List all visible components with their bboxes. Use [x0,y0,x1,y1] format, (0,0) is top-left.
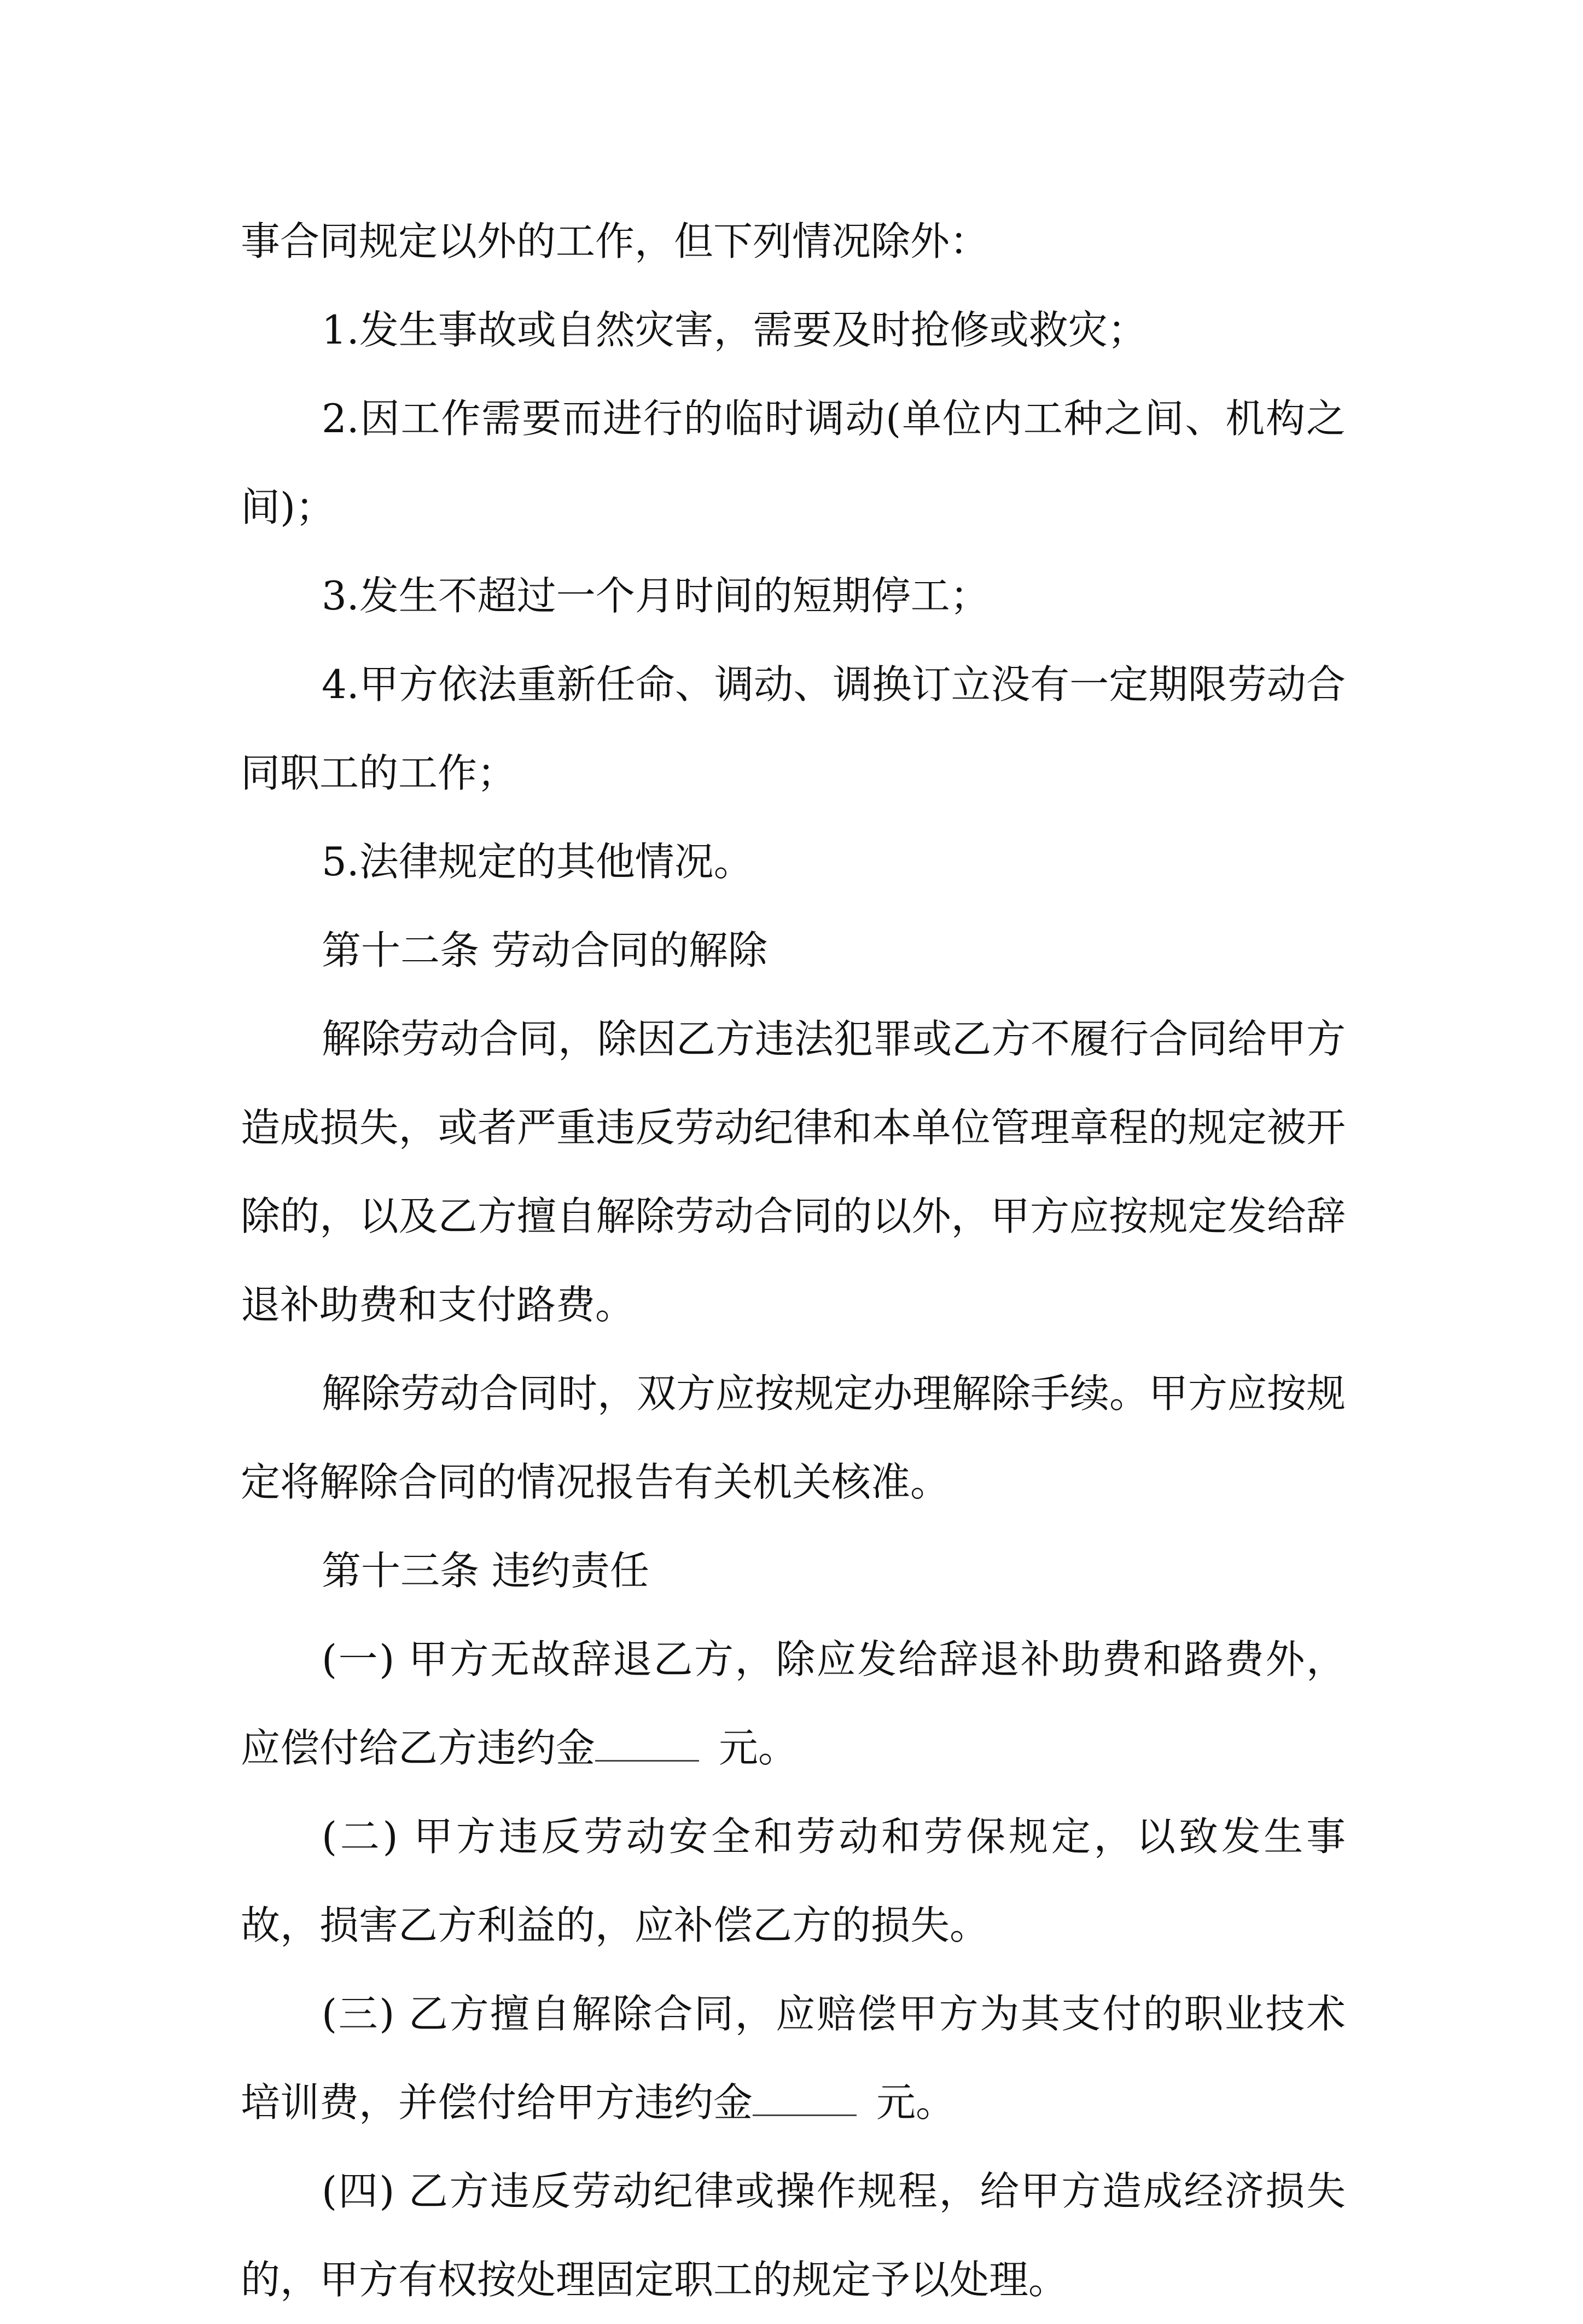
list-item-1: 1.发生事故或自然灾害，需要及时抢修或救灾； [322,307,1147,353]
document-body [241,197,1346,2324]
article-12-paragraph-2: 解除劳动合同时，双方应按规定办理解除手续。甲方应按规定将解除合同的情况报告有关机关核准。 [241,1370,1346,1505]
clause-text: (一) 甲方无故辞退乙方，除应发给辞退补助费和路费外，应偿付给乙方违约金 [241,1636,1346,1771]
paragraph-continuation: 事合同规定以外的工作，但下列情况除外： [241,218,990,264]
liability-clause-4: (四) 乙方违反劳动纪律或操作规程，给甲方造成经济损失的，甲方有权按处理固定职工的规定予以处理。 [241,2168,1346,2303]
amount-blank [753,2082,857,2116]
amount-blank [595,1727,699,1762]
clause-suffix: 元。 [719,1725,798,1771]
clause-suffix: 元。 [876,2079,956,2125]
liability-clause-3 [241,1969,1346,2147]
liability-clause-2: (二) 甲方违反劳动安全和劳动和劳保规定，以致发生事故，损害乙方利益的，应补偿乙方的损失。 [241,1814,1346,1948]
list-item-4: 4.甲方依法重新任命、调动、调换订立没有一定期限劳动合同职工的工作； [241,661,1346,796]
article-13-heading: 第十三条 违约责任 [322,1548,649,1594]
article-12-paragraph-1: 解除劳动合同，除因乙方违法犯罪或乙方不履行合同给甲方造成损失，或者严重违反劳动纪律和本单位管理章程的规定被开除的，以及乙方擅自解除劳动合同的以外，甲方应按规定发给辞退补助费和支付路费。 [241,1016,1346,1328]
list-item-5: 5.法律规定的其他情况。 [322,839,753,885]
liability-clause-1 [241,1615,1346,1792]
list-item-2: 2.因工作需要而进行的临时调动(单位内工种之间、机构之间)； [241,396,1346,530]
list-item-3: 3.发生不超过一个月时间的短期停工； [322,573,990,619]
clause-text: (三) 乙方擅自解除合同，应赔偿甲方为其支付的职业技术培训费，并偿付给甲方违约金 [241,1991,1346,2125]
article-12-heading: 第十二条 劳动合同的解除 [322,927,767,973]
